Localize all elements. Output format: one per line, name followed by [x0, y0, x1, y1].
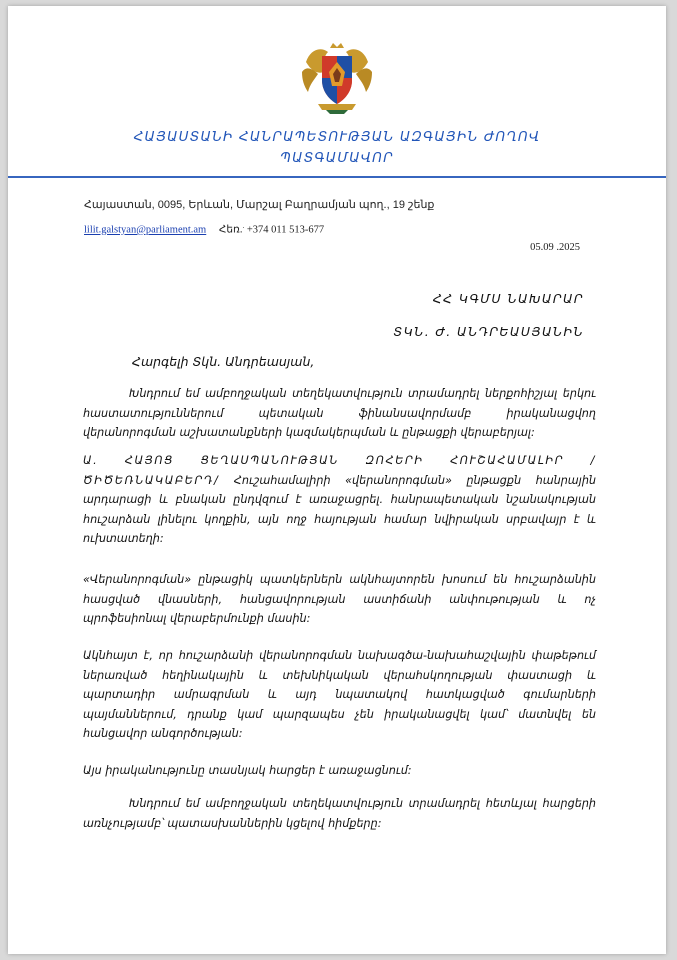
body-paragraph-5: Այս իրականությունը տասնյակ հարցեր է առաջացնում:: [83, 764, 412, 777]
letterhead-org-title: ՀԱՅԱՍՏԱՆԻ ՀԱՆՐԱՊԵՏՈՒԹՅԱՆ ԱԶԳԱՅԻՆ ԺՈՂՈՎ: [133, 129, 541, 145]
sender-address: Հայաստան, 0095, Երևան, Մարշալ Բաղրամյան պող., 19 շենք: [84, 199, 435, 211]
salutation: Հարգելի Տկն. Անդրեասյան,: [132, 354, 315, 369]
body-paragraph-1: Խնդրում եմ ամբողջական տեղեկատվություն տրամադրել ներքոհիշյալ երկու հաստատություններում պետական ֆինանսավորմամբ իրականացվող վերանորոգման աշխատանքների կազմակերպման և ընթացքի վերաբերյալ:: [83, 387, 596, 440]
body-paragraph-6: Խնդրում եմ ամբողջական տեղեկատվություն տրամադրել հետևյալ հարցերի առնչությամբ՝ պատասխաններին կցելով հիմքերը:: [83, 797, 596, 830]
recipient-title: ՀՀ ԿԳՄՍ ՆԱԽԱՐԱՐ: [432, 291, 584, 306]
coat-of-arms-icon: [300, 42, 374, 116]
body-paragraph-3: «Վերանորոգման» ընթացիկ պատկերներն ակնհայտորեն խոսում են հուշարձանին հասցված վնասների, հանցավորության աստիճանի անփութության և ոչ պրոֆեսիոնալ վերաբերմունքի մասին:: [83, 573, 596, 626]
letter-page: [8, 6, 666, 954]
body-paragraph-4: Ակնհայտ է, որ հուշարձանի վերանորոգման նախագծա-նախահաշվային փաթեթում ներառված հեղինակային և տեխնիկական վերահսկողության փաստացի և պարտադիր ամրագրման և այդ նպատակով հատկացված գումարների պայմաններում, դրանք կամ պարզապես չեն իրականացվել կամ՝ մատնվել են հանցավոր անգործության:: [83, 649, 596, 741]
recipient-name: ՏԿՆ. Ժ. ԱՆԴՐԵԱՍՅԱՆԻՆ: [393, 324, 584, 339]
letterhead-divider: [8, 176, 666, 178]
section-a-heading: Ա. ՀԱՅՈՑ ՑԵՂԱՍՊԱՆՈՒԹՅԱՆ ԶՈՀԵՐԻ ՀՈՒՇԱՀԱՄԱԼԻՐ /ԾԻԾԵՌՆԱԿԱԲԵՐԴ/: [83, 454, 596, 487]
phone-number: +374 011 513-677: [246, 224, 325, 236]
section-a-text: Հուշահամալիրի «վերանորոգման» ընթացքն հանրային արդարացի և բնական ընդվզում է առաջացրել. հանրապետական նշանակության հուշարձան լինելու կողքին, այն ողջ հայության համար նվիրական սրբավայր է և ուխտատեղի:: [83, 473, 596, 546]
letter-date: 05.09 .2025: [530, 242, 580, 253]
phone-label: Հեռ.: [218, 224, 243, 236]
body-paragraph-2: [83, 451, 596, 549]
letterhead-position: ՊԱՏԳԱՄԱՎՈՐ: [280, 150, 394, 166]
sender-contact: lilit.galstyan@parliament.am Հեռ.. +374 011 513-677: [84, 222, 325, 236]
sender-email-link[interactable]: lilit.galstyan@parliament.am: [84, 224, 207, 236]
